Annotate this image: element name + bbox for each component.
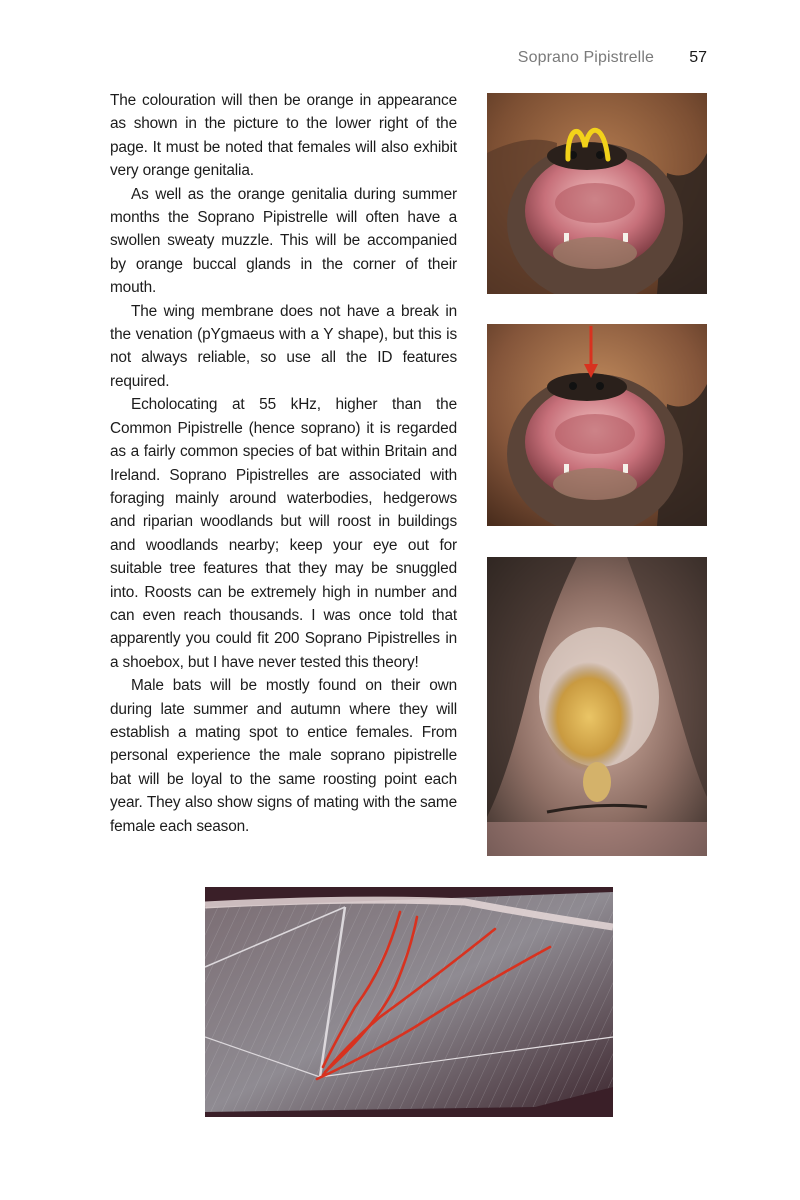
- photo-muzzle-arrow: [487, 324, 707, 526]
- photo-orange-genitalia: [487, 557, 707, 856]
- body-text: [110, 89, 457, 838]
- paragraph-male-bats: Male bats will be mostly found on their own during late summer and autumn where they will establish a mating spot to entice females. From personal experience the male soprano pipistrelle bat will be loyal to the same roosting point each year. They also show signs of mating with the same female each season.: [110, 677, 457, 835]
- photo-wing-membrane-venation: [205, 887, 613, 1117]
- paragraph-wing-membrane: The wing membrane does not have a break in the venation (pYgmaeus with a Y shape), but this is not always reliable, so use all the ID features required.: [110, 302, 457, 390]
- paragraph-echolocation: Echolocating at 55 kHz, higher than the Common Pipistrelle (hence soprano) it is regarded as a fairly common species of bat within Britain and Ireland. Soprano Pipistrelles are associated with foraging mainly around waterbodies, hedgerows and riparian woodlands but will roost in buildings and woodlands nearby; keep your eye out for suitable tree features that they may be snuggled into. Roosts can be extremely high in number and can even reach thousands. I was once told that apparently you could fit 200 Soprano Pipistrelles in a shoebox, but I have never tested this theory!: [110, 396, 457, 671]
- paragraph-muzzle: As well as the orange genitalia during summer months the Soprano Pipistrelle will often have a swollen sweaty muzzle. This will be accompanied by orange buccal glands in the corner of their mouth.: [110, 185, 457, 297]
- running-title: Soprano Pipistrelle: [517, 49, 654, 66]
- running-head: [0, 49, 800, 71]
- paragraph-colouration: The colouration will then be orange in appearance as shown in the picture to the lower right of the page. It must be noted that females will also exhibit very orange genitalia.: [110, 92, 457, 180]
- page-number: 57: [689, 49, 707, 66]
- photo-muzzle-annotated-nose: [487, 93, 707, 294]
